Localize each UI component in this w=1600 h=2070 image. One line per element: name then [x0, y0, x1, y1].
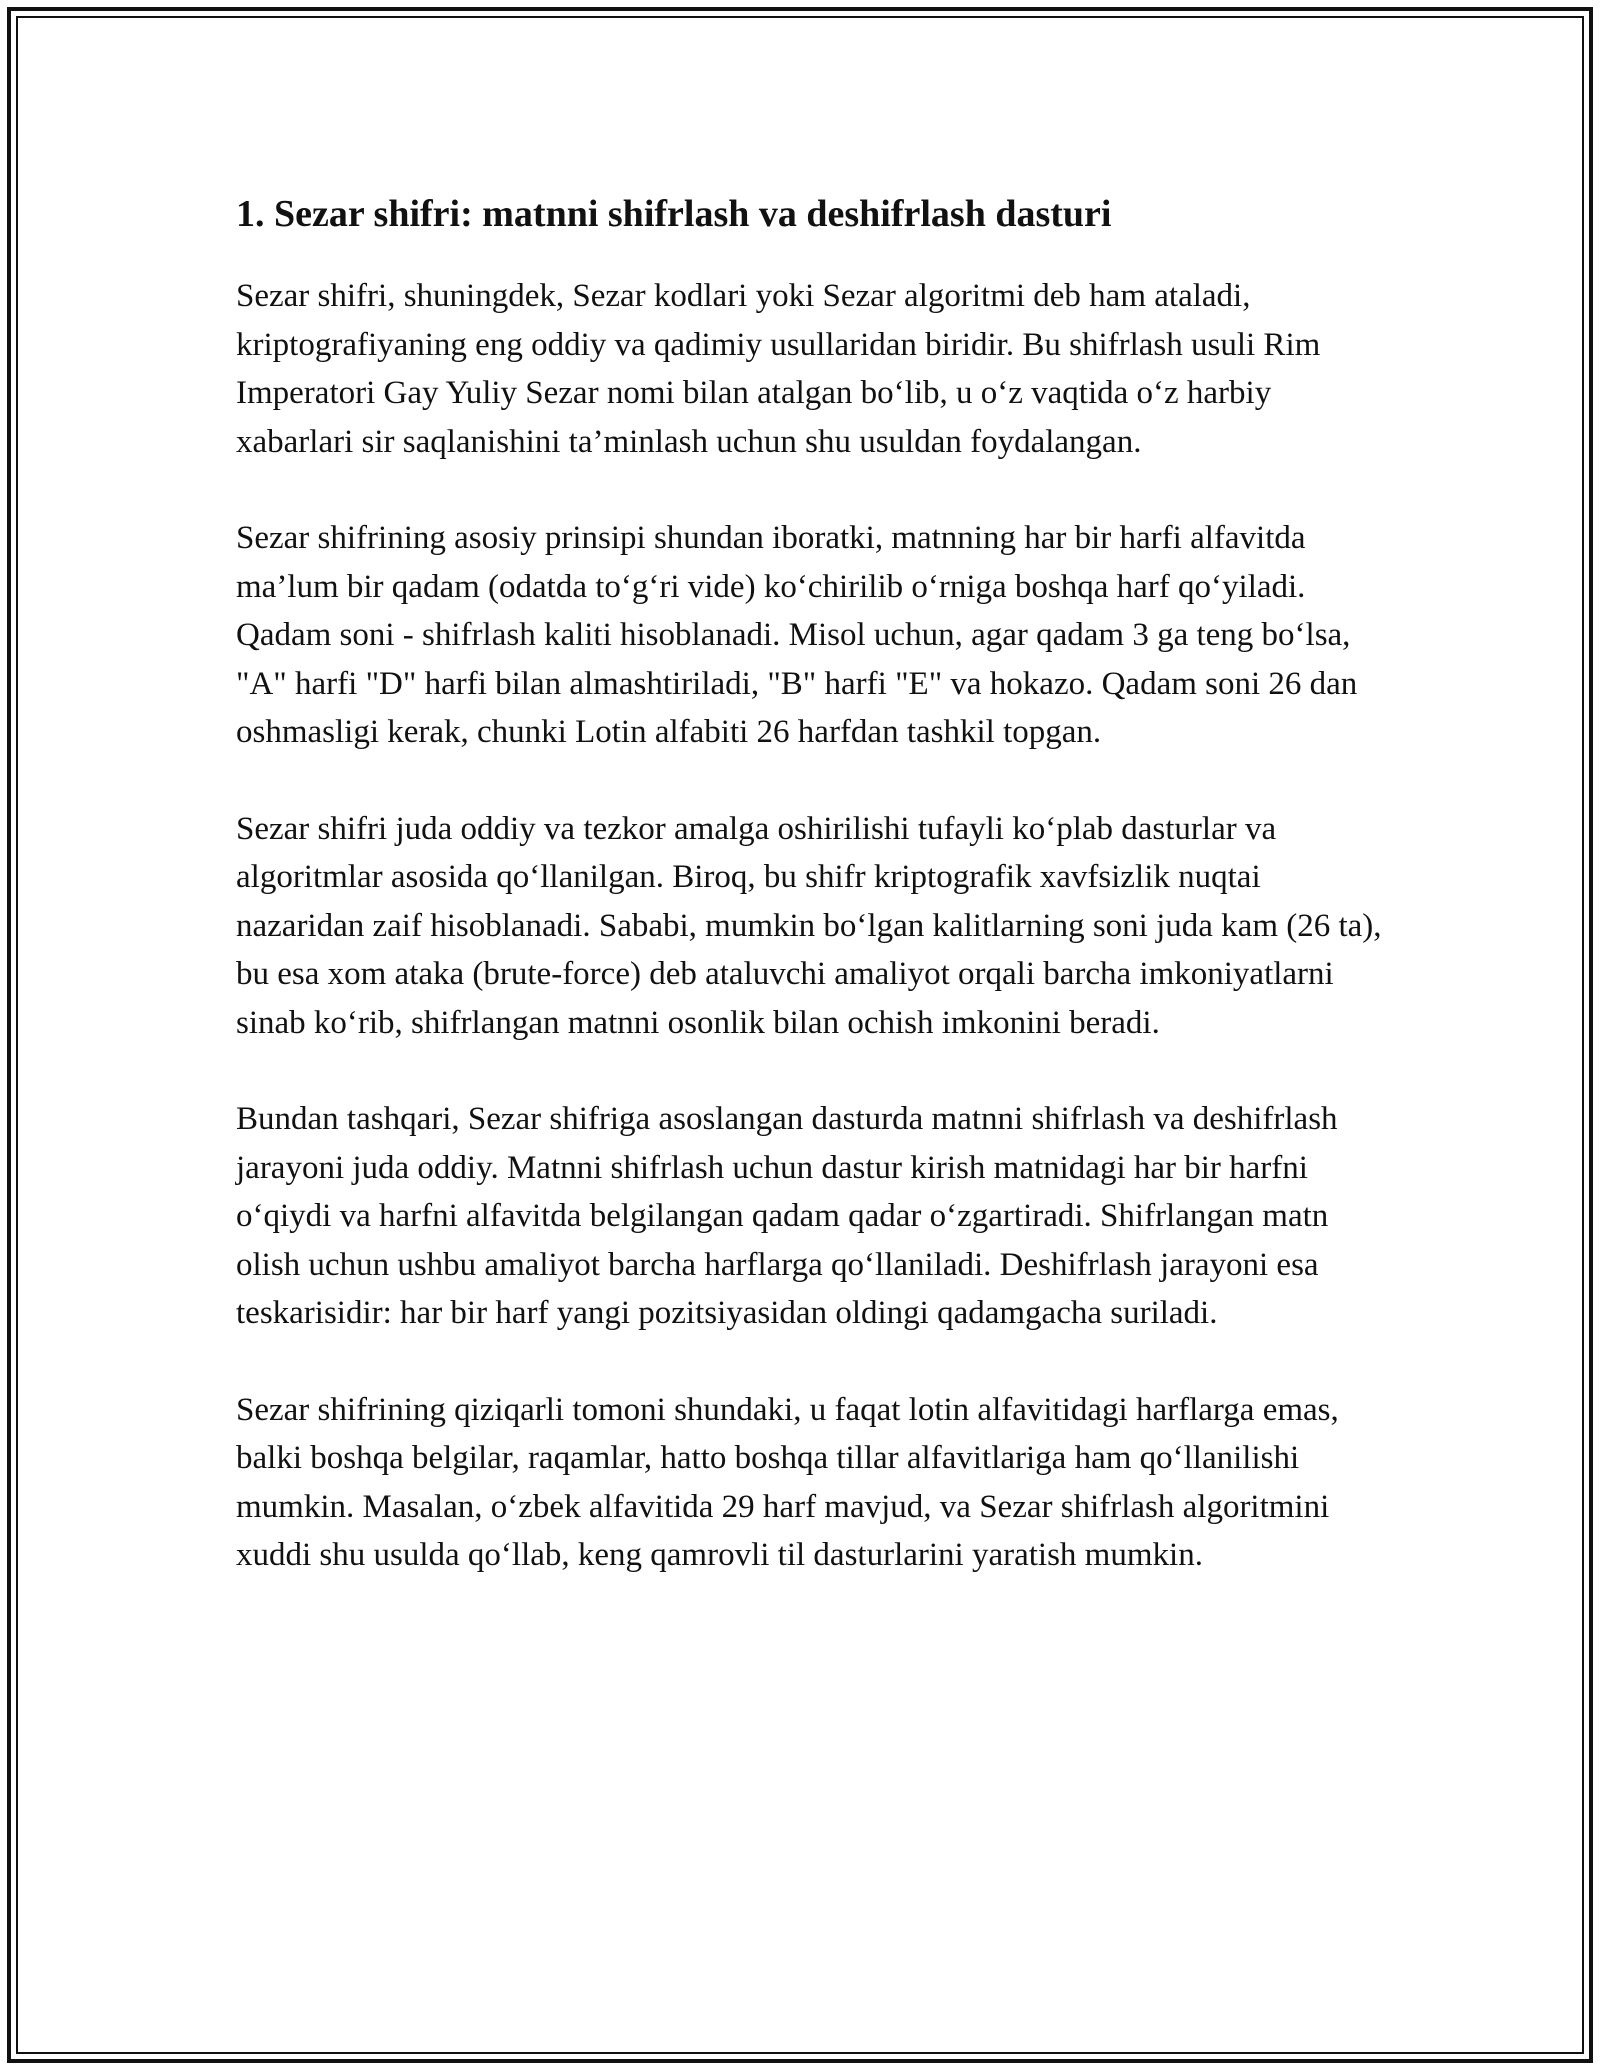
paragraph-3: Sezar shifri juda oddiy va tezkor amalga oshirilishi tufayli ko‘plab dasturlar va algoritmlar asosida qo‘llanilgan. Biroq, bu shifr kriptografik xavfsizlik nuqtai nazaridan zaif hisoblanadi. Sababi, mumkin bo‘lgan kalitlarning soni juda kam (26 ta), bu esa xom ataka (brute-force) deb ataluvchi amaliyot orqali barcha imkoniyatlarni sinab ko‘rib, shifrlangan matnni osonlik bilan ochish imkonini beradi. [236, 810, 1382, 1041]
paragraph-5: Sezar shifrining qiziqarli tomoni shundaki, u faqat lotin alfavitidagi harflarga emas, balki boshqa belgilar, raqamlar, hatto boshqa tillar alfavitlariga ham qo‘llanilishi mumkin. Masalan, o‘zbek alfavitida 29 harf mavjud, va Sezar shifrlash algoritmini xuddi shu usulda qo‘llab, keng qamrovli til dasturlarini yaratish mumkin. [236, 1391, 1339, 1573]
paragraph-1: Sezar shifri, shuningdek, Sezar kodlari yoki Sezar algoritmi deb ham ataladi, kriptografiyaning eng oddiy va qadimiy usullaridan biridir. Bu shifrlash usuli Rim Imperatori Gay Yuliy Sezar nomi bilan atalgan bo‘lib, u o‘z vaqtida o‘z harbiy xabarlari sir saqlanishini ta’minlash uchun shu usuldan foydalangan. [236, 278, 1321, 460]
document-body [236, 186, 1386, 1628]
paragraph-2: Sezar shifrining asosiy prinsipi shundan iboratki, matnning har bir harfi alfavitda ma’lum bir qadam (odatda to‘g‘ri vide) ko‘chirilib o‘rniga boshqa harf qo‘yiladi. Qadam soni - shifrlash kaliti hisoblanadi. Misol uchun, agar qadam 3 ga teng bo‘lsa, "A" harfi "D" harfi bilan almashtiriladi, "B" harfi "E" va hokazo. Qadam soni 26 dan oshmasligi kerak, chunki Lotin alfabiti 26 harfdan tashkil topgan. [236, 520, 1358, 750]
paragraph-4: Bundan tashqari, Sezar shifriga asoslangan dasturda matnni shifrlash va deshifrlash jarayoni juda oddiy. Matnni shifrlash uchun dastur kirish matnidagi har bir harfni o‘qiydi va harfni alfavitda belgilangan qadam qadar o‘zgartiradi. Shifrlangan matn olish uchun ushbu amaliyot barcha harflarga qo‘llaniladi. Deshifrlash jarayoni esa teskarisidir: har bir harf yangi pozitsiyasidan oldingi qadamgacha suriladi. [236, 1101, 1338, 1331]
document-title: 1. Sezar shifri: matnni shifrlash va deshifrlash dasturi [236, 193, 1112, 235]
